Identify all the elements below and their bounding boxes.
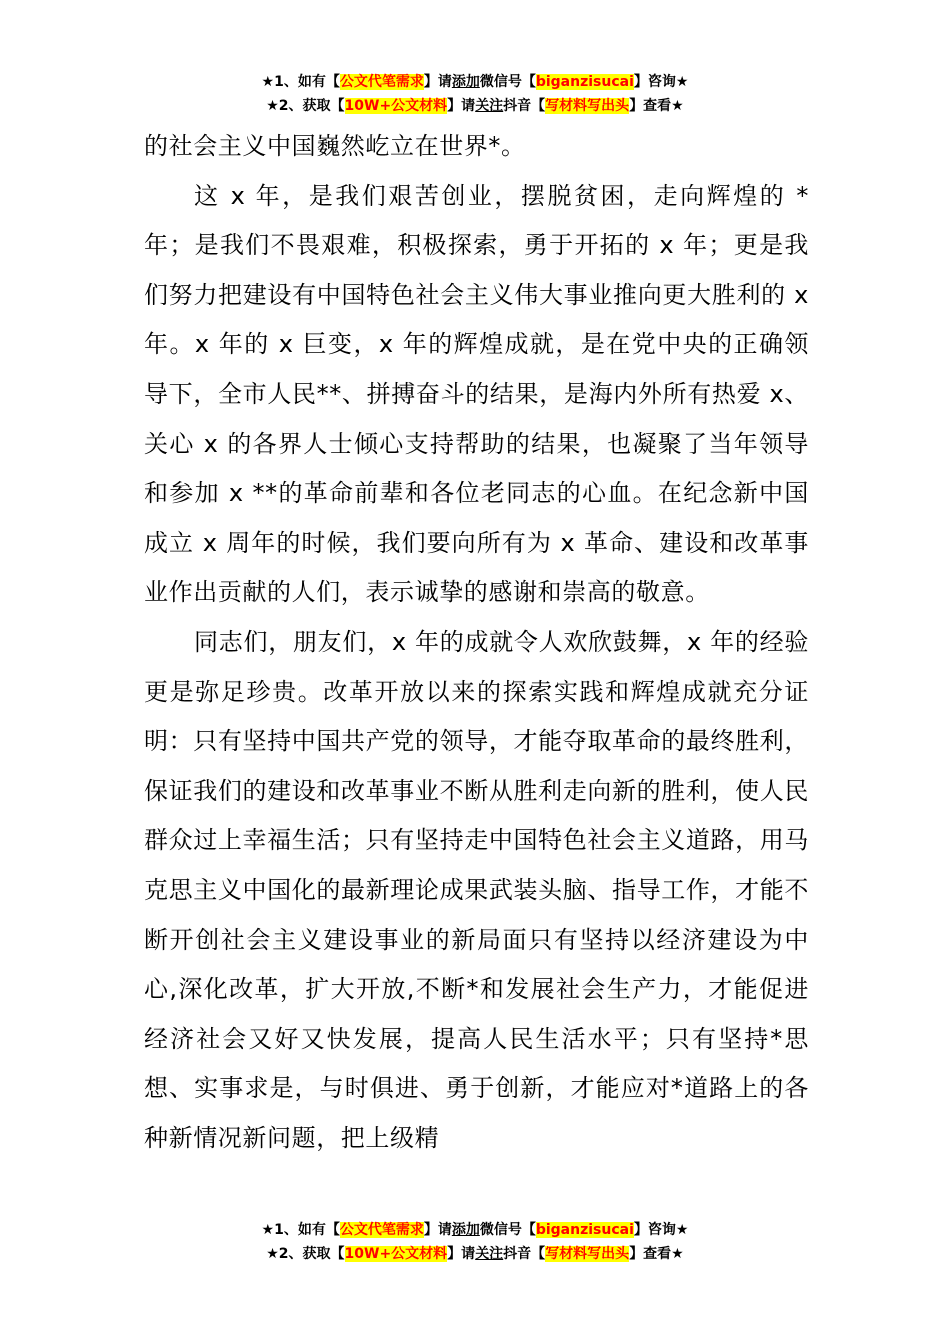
highlighted-text: 公文代笔需求 [339, 74, 424, 90]
header-banner-line-1 [0, 70, 950, 94]
highlighted-text: 公文代笔需求 [339, 1222, 424, 1238]
underlined-text: 添加 [451, 1222, 480, 1238]
banner-text: 】咨询★ [633, 74, 689, 90]
underlined-text: 关注 [475, 1246, 504, 1262]
banner-text: 】请 [447, 1246, 476, 1262]
banner-text: ★2、获取【 [266, 1246, 345, 1262]
paragraph: 这 x 年，是我们艰苦创业，摆脱贫困，走向辉煌的 *年；是我们不畏艰难，积极探索，勇于开拓的 x 年；更是我们努力把建设有中国特色社会主义伟大事业推向更大胜利的 x 年。x 年的 x 巨变，x 年的辉煌成就，是在党中央的正确领导下，全市人民**、拼搏奋斗的结果，是海内外所有热爱 x、关心 x 的各界人士倾心支持帮助的结果，也凝聚了当年领导和参加 x **的革命前辈和各位老同志的心血。在纪念新中国成立 x 周年的时候，我们要向所有为 x 革命、建设和改革事业作出贡献的人们，表示诚挚的感谢和崇高的敬意。 [144, 181, 809, 607]
highlighted-text: biganzisucai [535, 1222, 634, 1238]
paragraph: 的社会主义中国巍然屹立在世界*。 [144, 132, 526, 160]
banner-text: 】请 [447, 98, 476, 114]
banner-text: 】请 [423, 1222, 452, 1238]
banner-text: ★2、获取【 [266, 98, 345, 114]
document-body [144, 122, 809, 1163]
highlighted-text: biganzisucai [535, 74, 634, 90]
banner-text: 】请 [423, 74, 452, 90]
highlighted-text: 10W+公文材料 [344, 98, 448, 114]
banner-text: ★1、如有【 [261, 74, 340, 90]
banner-text: 】查看★ [629, 1246, 684, 1262]
header-banner-line-2 [0, 94, 950, 118]
banner-text: 抖音【 [503, 1246, 546, 1262]
banner-text: 微信号【 [479, 74, 536, 90]
underlined-text: 添加 [451, 74, 480, 90]
footer-banner-line-1 [0, 1218, 950, 1242]
paragraph: 同志们，朋友们，x 年的成就令人欢欣鼓舞，x 年的经验更是弥足珍贵。改革开放以来的探索实践和辉煌成就充分证明：只有坚持中国共产党的领导，才能夺取革命的最终胜利，保证我们的建设和改革事业不断从胜利走向新的胜利，使人民群众过上幸福生活；只有坚持走中国特色社会主义道路，用马克思主义中国化的最新理论成果武装头脑、指导工作，才能不断开创社会主义建设事业的新局面只有坚持以经济建设为中心,深化改革，扩大开放,不断*和发展社会生产力，才能促进经济社会又好又快发展，提高人民生活水平；只有坚持*思想、实事求是，与时俱进、勇于创新，才能应对*道路上的各种新情况新问题，把上级精 [144, 627, 809, 1152]
banner-text: 抖音【 [503, 98, 546, 114]
highlighted-text: 写材料写出头 [545, 1246, 630, 1262]
highlighted-text: 写材料写出头 [545, 98, 630, 114]
underlined-text: 关注 [475, 98, 504, 114]
banner-text: ★1、如有【 [261, 1222, 340, 1238]
header-banner [0, 70, 950, 118]
banner-text: 】咨询★ [633, 1222, 689, 1238]
highlighted-text: 10W+公文材料 [344, 1246, 448, 1262]
banner-text: 微信号【 [479, 1222, 536, 1238]
footer-banner [0, 1218, 950, 1266]
footer-banner-line-2 [0, 1242, 950, 1266]
banner-text: 】查看★ [629, 98, 684, 114]
